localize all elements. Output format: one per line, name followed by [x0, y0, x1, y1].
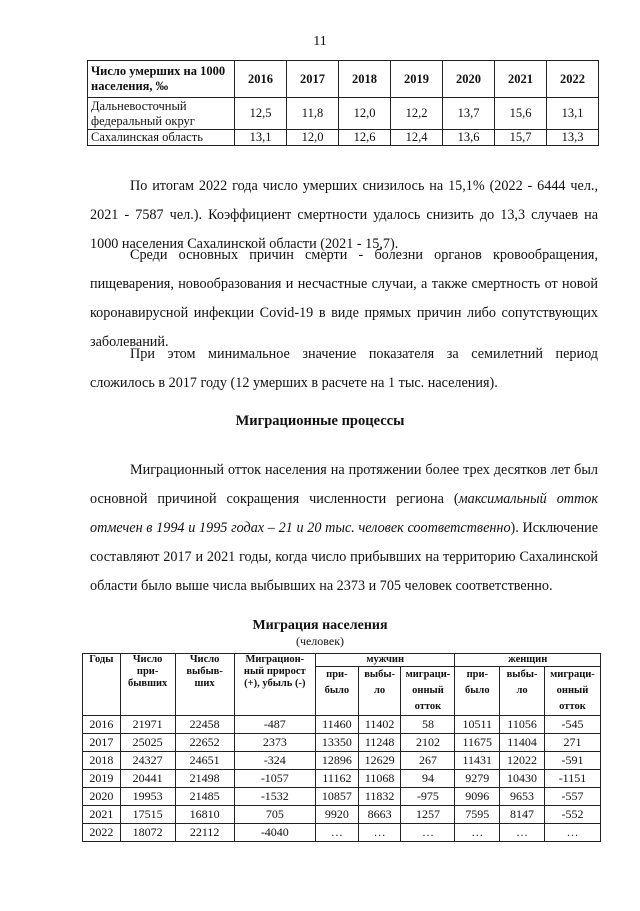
table-cell: 271	[544, 734, 600, 752]
header-women-arrived: при-было	[455, 667, 500, 716]
header-men: мужчин	[316, 654, 455, 667]
table-cell: 8663	[358, 806, 401, 824]
table-cell: -1532	[234, 788, 315, 806]
table-cell: 9096	[455, 788, 500, 806]
table-row	[83, 734, 601, 752]
migration-table-body	[83, 716, 601, 842]
header-departed: Число выбыв-ших	[175, 654, 234, 716]
region-label: Дальневосточный федеральный округ	[88, 98, 235, 130]
table-cell: …	[455, 824, 500, 842]
table-cell: …	[544, 824, 600, 842]
year-cell: 2021	[83, 806, 121, 824]
table-cell: 12,5	[235, 98, 287, 130]
year-cell: 2018	[83, 752, 121, 770]
table-cell: 7595	[455, 806, 500, 824]
table-cell: 24651	[175, 752, 234, 770]
table-cell: 94	[401, 770, 455, 788]
table-cell: 11460	[316, 716, 359, 734]
table-cell: -4040	[234, 824, 315, 842]
table-cell: -545	[544, 716, 600, 734]
table-cell: 25025	[120, 734, 175, 752]
table-cell: 20441	[120, 770, 175, 788]
table-cell: 13,6	[443, 130, 495, 146]
header-women-outflow: миграци-онный отток	[544, 667, 600, 716]
table-row	[88, 130, 599, 146]
migration-table-unit: (человек)	[295, 634, 345, 648]
table-cell: 22652	[175, 734, 234, 752]
section-heading: Миграционные процессы	[235, 413, 405, 429]
header-women-departed: выбы-ло	[500, 667, 545, 716]
table-cell: 12,2	[391, 98, 443, 130]
table-cell: 13,3	[547, 130, 599, 146]
paragraph-italic-text: максимальный отток отмечен в 1994 и 1995 годах – 21 и 20 тыс. человек соответственно	[90, 491, 599, 536]
migration-table-title: Миграция населения	[252, 618, 388, 633]
table-cell: 2102	[401, 734, 455, 752]
page-number: 11	[313, 34, 327, 49]
header-year: Годы	[83, 654, 121, 716]
table-row	[83, 770, 601, 788]
table-row	[83, 806, 601, 824]
table-cell: 11,8	[287, 98, 339, 130]
table-cell: 11162	[316, 770, 359, 788]
paragraph-text: При этом минимальное значение показателя за семилетний период сложилось в 2017 году (12 умерших в расчете на 1 тыс. населения).	[90, 346, 598, 391]
table-cell: 12629	[358, 752, 401, 770]
table-cell: -591	[544, 752, 600, 770]
table-cell: 11404	[500, 734, 545, 752]
table-cell: 12022	[500, 752, 545, 770]
table-cell: 17515	[120, 806, 175, 824]
header-net: Миграцион-ный прирост (+), убыль (-)	[234, 654, 315, 716]
table-cell: 18072	[120, 824, 175, 842]
table-cell: 11675	[455, 734, 500, 752]
table-row	[83, 824, 601, 842]
table-cell: -552	[544, 806, 600, 824]
year-cell: 2017	[83, 734, 121, 752]
table-cell: 11832	[358, 788, 401, 806]
table-row	[83, 752, 601, 770]
mortality-year-2017: 2017	[287, 61, 339, 98]
table-cell: 16810	[175, 806, 234, 824]
table-cell: 9653	[500, 788, 545, 806]
mortality-year-2022: 2022	[547, 61, 599, 98]
table-cell: -1057	[234, 770, 315, 788]
year-cell: 2022	[83, 824, 121, 842]
table-cell: 10430	[500, 770, 545, 788]
table-cell: …	[358, 824, 401, 842]
table-cell: 13350	[316, 734, 359, 752]
table-cell: 13,7	[443, 98, 495, 130]
paragraph-text: По итогам 2022 года число умерших снизилось на 15,1% (2022 - 6444 чел., 2021 - 7587 чел.). Коэффициент смертности удалось снизить до 13,3 случаев на 1000 населения Сахалинской области (2021 - 15,7).	[90, 178, 598, 252]
table-cell: 1257	[401, 806, 455, 824]
mortality-header-row	[88, 61, 599, 98]
table-cell: …	[316, 824, 359, 842]
table-cell: 12896	[316, 752, 359, 770]
header-men-arrived: при-было	[316, 667, 359, 716]
table-cell: …	[500, 824, 545, 842]
year-cell: 2016	[83, 716, 121, 734]
table-cell: 12,0	[287, 130, 339, 146]
table-cell: 15,6	[495, 98, 547, 130]
header-men-departed: выбы-ло	[358, 667, 401, 716]
year-cell: 2019	[83, 770, 121, 788]
table-cell: 267	[401, 752, 455, 770]
table-cell: -975	[401, 788, 455, 806]
table-cell: 13,1	[235, 130, 287, 146]
mortality-header-label: Число умерших на 1000 населения, ‰	[88, 61, 235, 98]
table-cell: 11068	[358, 770, 401, 788]
paragraph-migration	[90, 456, 598, 601]
mortality-year-2021: 2021	[495, 61, 547, 98]
table-cell: 12,0	[339, 98, 391, 130]
paragraph-text: ). Исключение составляют 2017 и 2021 годы, когда число прибывших на территорию Сахалинской области было выше числа выбывших на 2373 и 705 человек соответственно.	[90, 520, 599, 594]
table-cell: -324	[234, 752, 315, 770]
paragraph-minimum-value	[90, 340, 598, 398]
table-cell: 22458	[175, 716, 234, 734]
header-arrived: Число при-бывших	[120, 654, 175, 716]
table-cell: 10857	[316, 788, 359, 806]
table-cell: 21498	[175, 770, 234, 788]
mortality-table	[87, 60, 599, 146]
table-cell: 12,6	[339, 130, 391, 146]
migration-table	[82, 653, 601, 842]
table-cell: …	[401, 824, 455, 842]
table-cell: 11402	[358, 716, 401, 734]
year-cell: 2020	[83, 788, 121, 806]
mortality-year-2020: 2020	[443, 61, 495, 98]
table-cell: 24327	[120, 752, 175, 770]
header-men-outflow: миграци-онный отток	[401, 667, 455, 716]
table-cell: 22112	[175, 824, 234, 842]
table-cell: 11248	[358, 734, 401, 752]
table-cell: 15,7	[495, 130, 547, 146]
table-cell: 13,1	[547, 98, 599, 130]
mortality-year-2019: 2019	[391, 61, 443, 98]
table-cell: 10511	[455, 716, 500, 734]
table-row	[83, 788, 601, 806]
header-women: женщин	[455, 654, 601, 667]
table-cell: -487	[234, 716, 315, 734]
table-cell: 11431	[455, 752, 500, 770]
table-cell: 705	[234, 806, 315, 824]
table-cell: 12,4	[391, 130, 443, 146]
table-cell: 9279	[455, 770, 500, 788]
table-cell: -557	[544, 788, 600, 806]
table-cell: 21971	[120, 716, 175, 734]
table-cell: 2373	[234, 734, 315, 752]
migration-header-row	[83, 654, 601, 667]
table-cell: 58	[401, 716, 455, 734]
mortality-year-2016: 2016	[235, 61, 287, 98]
table-cell: -1151	[544, 770, 600, 788]
table-row	[83, 716, 601, 734]
table-row	[88, 98, 599, 130]
table-cell: 19953	[120, 788, 175, 806]
table-cell: 21485	[175, 788, 234, 806]
table-cell: 11056	[500, 716, 545, 734]
paragraph-text: Миграционный отток населения на протяжении более трех десятков лет был основной причиной сокращения численности региона (	[90, 462, 598, 507]
paragraph-text: Среди основных причин смерти - болезни органов кровообращения, пищеварения, новообразования и несчастные случаи, а также смертность от новой коронавирусной инфекции Covid-19 в виде прямых причин либо сопутствующих заболеваний.	[90, 247, 598, 350]
mortality-year-2018: 2018	[339, 61, 391, 98]
table-cell: 9920	[316, 806, 359, 824]
region-label: Сахалинская область	[88, 130, 235, 146]
table-cell: 8147	[500, 806, 545, 824]
